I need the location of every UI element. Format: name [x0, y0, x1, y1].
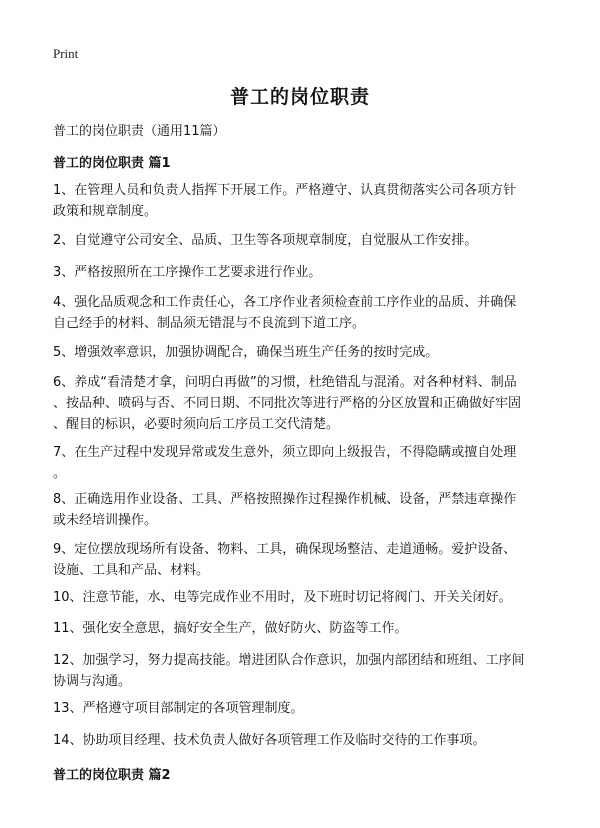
page-title: 普工的岗位职责	[229, 86, 370, 108]
duty-item-11: 11、强化安全意思，搞好安全生产，做好防火、防盗等工作。	[53, 621, 408, 636]
section-heading-1: 普工的岗位职责 篇1	[53, 156, 171, 171]
duty-item-12: 12、加强学习，努力提高技能。增进团队合作意识，加强内部团结和班组、工序间 协调与沟通。	[53, 653, 525, 689]
duty-item-14: 14、协助项目经理、技术负责人做好各项管理工作及临时交待的工作事项。	[53, 733, 486, 748]
duty-item-4: 4、强化品质观念和工作责任心，各工序作业者须检查前工序作业的品质、并确保 自己经手的材料、制品须无错混与不良流到下道工序。	[53, 295, 517, 331]
print-link[interactable]: Print	[53, 46, 79, 61]
duty-item-10: 10、注意节能，水、电等完成作业不用时，及下班时切记将阀门、开关关闭好。	[53, 590, 512, 605]
document-subtitle: 普工的岗位职责（通用11篇）	[53, 124, 226, 139]
duty-item-13: 13、严格遵守项目部制定的各项管理制度。	[53, 701, 304, 716]
duty-item-8: 8、正确选用作业设备、工具、严格按照操作过程操作机械、设备，严禁违章操作 或未经培训操作。	[53, 492, 517, 528]
duty-item-3: 3、严格按照所在工序操作工艺要求进行作业。	[53, 265, 322, 280]
duty-item-1: 1、在管理人员和负责人指挥下开展工作。严格遵守、认真贯彻落实公司各项方针 政策和规章制度。	[53, 183, 517, 219]
section-heading-2: 普工的岗位职责 篇2	[53, 768, 171, 783]
duty-item-7: 7、在生产过程中发现异常或发生意外，须立即向上级报告，不得隐瞒或擅自处理 。	[53, 445, 517, 481]
duty-item-9: 9、定位摆放现场所有设备、物料、工具，确保现场整洁、走道通畅。爱护设备、 设施、工具和产品、材料。	[53, 542, 517, 578]
duty-item-2: 2、自觉遵守公司安全、品质、卫生等各项规章制度，自觉服从工作安排。	[53, 233, 478, 248]
duty-item-5: 5、增强效率意识，加强协调配合，确保当班生产任务的按时完成。	[53, 345, 439, 360]
duty-item-6: 6、养成“看清楚才拿，问明白再做”的习惯，杜绝错乱与混淆。对各种材料、制品 、按品种、喷码与否、不同日期、不同批次等进行严格的分区放置和正确做好牢固 、醒目的标识，必要时须向后工序员工交代清楚。	[53, 375, 522, 432]
